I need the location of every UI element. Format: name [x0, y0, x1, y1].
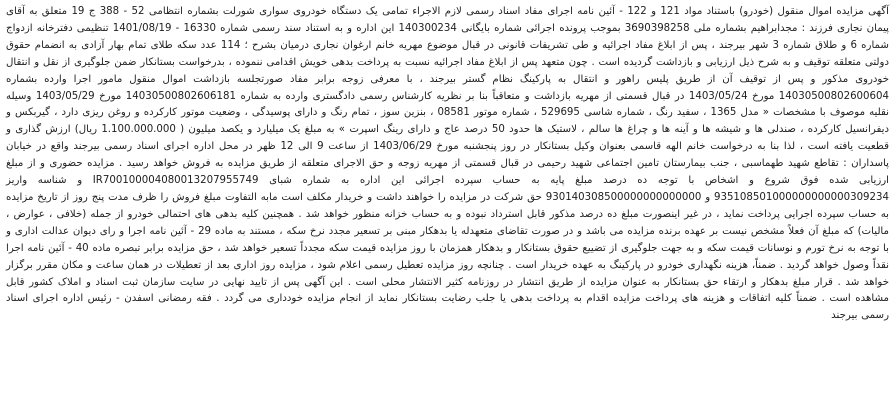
notice-body-text: آگهی مزایده اموال منقول (خودرو) باستناد مواد 121 و 122 - آئین نامه اجرای مفاد اسناد رسمی لازم الاجراء تمامی یک دستگاه خودروی سواری شورلت بشماره انتظامی 52 - 388 ج 19 متعلق به آقای پیمان نجاری فرزند : مجدابراهیم بشماره ملی 3690398258 بموجب پرونده اجرائی شماره بایگانی 140300234 این اداره و به استناد سند رسمی شماره 16330 - 1401/08/19 تنظیمی دفترخانه ازدواج شماره 6 و طلاق شماره 3 شهر بیرجند ، پس از ابلاغ مفاد اجرائیه و طی تشریفات قانونی در قبال موضوع مهریه خانم ارغوان نجاری درمیان بشرح ؛ 114 عدد سکه طلای تمام بهار آزادی به انضمام حقوق دولتی متعلقه توقیف و به شرح ذیل ارزیابی و بازداشت گردیده است . چون متعهد پس از ابلاغ مفاد اجرائیه نسبت به پرداخت بدهی خویش اقدامی ننموده ، بدرخواست بستانکار ضمن جلوگیری از نقل و انتقال خودروی مذکور و پس از توقیف آن از طریق پلیس راهور و انتقال به پارکینگ نظام گستر بیرجند ، با معرفی زوجه برابر مفاد صورتجلسه بازداشت اموال منقول مامور اجرا وارده بشماره 14030500802600604 مورخ 1403/05/24 در قبال قسمتی از مهریه بازداشت و متعاقباً بنا بر نظریه کارشناس رسمی دادگستری وارده به شماره 14030500802606181 مورخ 1403/05/29 وسیله نقلیه موصوف با مشخصات « مدل 1365 ، سفید رنگ ، شماره شاسی 529695 ، شماره موتور 08581 ، بنزین سوز ، تمام رنگ و دارای پوسیدگی ، وضعیت موتور کارکرده و روغن ریزی دارد ، گیربکس و دیفرانسیل کارکرده ، صندلی ها و شیشه ها و آینه ها و چراغ ها سالم ، لاستیک ها حدود 50 درصد عاج و دارای رینگ اسپرت » به مبلغ یک میلیارد و یکصد میلیون ( 1.100.000.000 ریال) ارزش گذاری و قطعیت یافته است ، لذا بنا به درخواست خانم الهه قاسمی بعنوان وکیل بستانکار در روز پنجشنبه مورخ 1403/06/29 از ساعت 9 الی 12 ظهر در محل اداره اجرای اسناد رسمی بیرجند واقع در خیابان پاسداران : تقاطع شهید طهماسبی ، جنب بیمارستان تامین اجتماعی شهید رحیمی در قبال قسمتی از مهریه زوجه و حق الاجرای متعلقه از طریق مزایده به فروش خواهد رسید . مزایده حضوری و از مبلغ ارزیابی شده فوق شروع و اشخاص با توجه ده درصد مبلغ پایه به حساب سپرده اجرائی این اداره به شماره شبای IR700100004080013207955749 و شناسه واریز 935108501000000000000309234 و 930140308500000000000000 حق شرکت در مزایده را خواهند داشت و خریدار مکلف است مابه التفاوت مبلغ فروش را ظرف مدت پنج روز از تاریخ مزایده به حساب سپرده اجرایی پرداخت نماید ، در غیر اینصورت مبلغ ده درصد مذکور قابل استرداد نبوده و به حساب خزانه منظور خواهد شد . همچنین کلیه بدهی های احتمالی خودرو از جمله (خلافی ، عوارض ، مالیات) که مبلغ آن فعلاً مشخص نیست بر عهده برنده مزایده می باشد و در صورت تقاضای متعهدله یا بدهکار مبنی بر تسعیر مجدد نرخ سکه ، مستند به ماده 29 - آئین نامه اجرا و رای دیوان عدالت اداری و با توجه به نرخ تورم و نوسانات قیمت سکه و به جهت جلوگیری از تضییع حقوق بستانکار و بدهکار همزمان با روز مزایده قیمت سکه مجدداً تسعیر خواهد شد ، حق مزایده برابر تبصره ماده 40 - آئین نامه اجرا نقداً وصول خواهد گردید . ضمناً، هزینه نگهداری خودرو در پارکینگ به عهده خریدار است . چنانچه روز مزایده تعطیل رسمی اعلام شود ، مزایده روز اداری بعد از تعطیلات در همان ساعت و مکان مقرر برگزار خواهد شد . قرار مبلغ بدهکار و ارتقاء حق بستانکار به عنوان مزایده از طریق انتشار در روزنامه کثیر الانتشار محلی است . این آگهی پس از تایید نهایی در سایت سازمان ثبت اسناد و املاک کشور قابل مشاهده است . ضمناً کلیه اتفاقات و هزینه های پرداخت مزایده اقدام به پرداخت بدهی یا جلب رضایت بستانکار نماید از انجام مزایده خودداری می گردد . فقه رمضانی اسفدن - رئیس اداره اجرای اسناد رسمی بیرجند [6, 6, 890, 322]
